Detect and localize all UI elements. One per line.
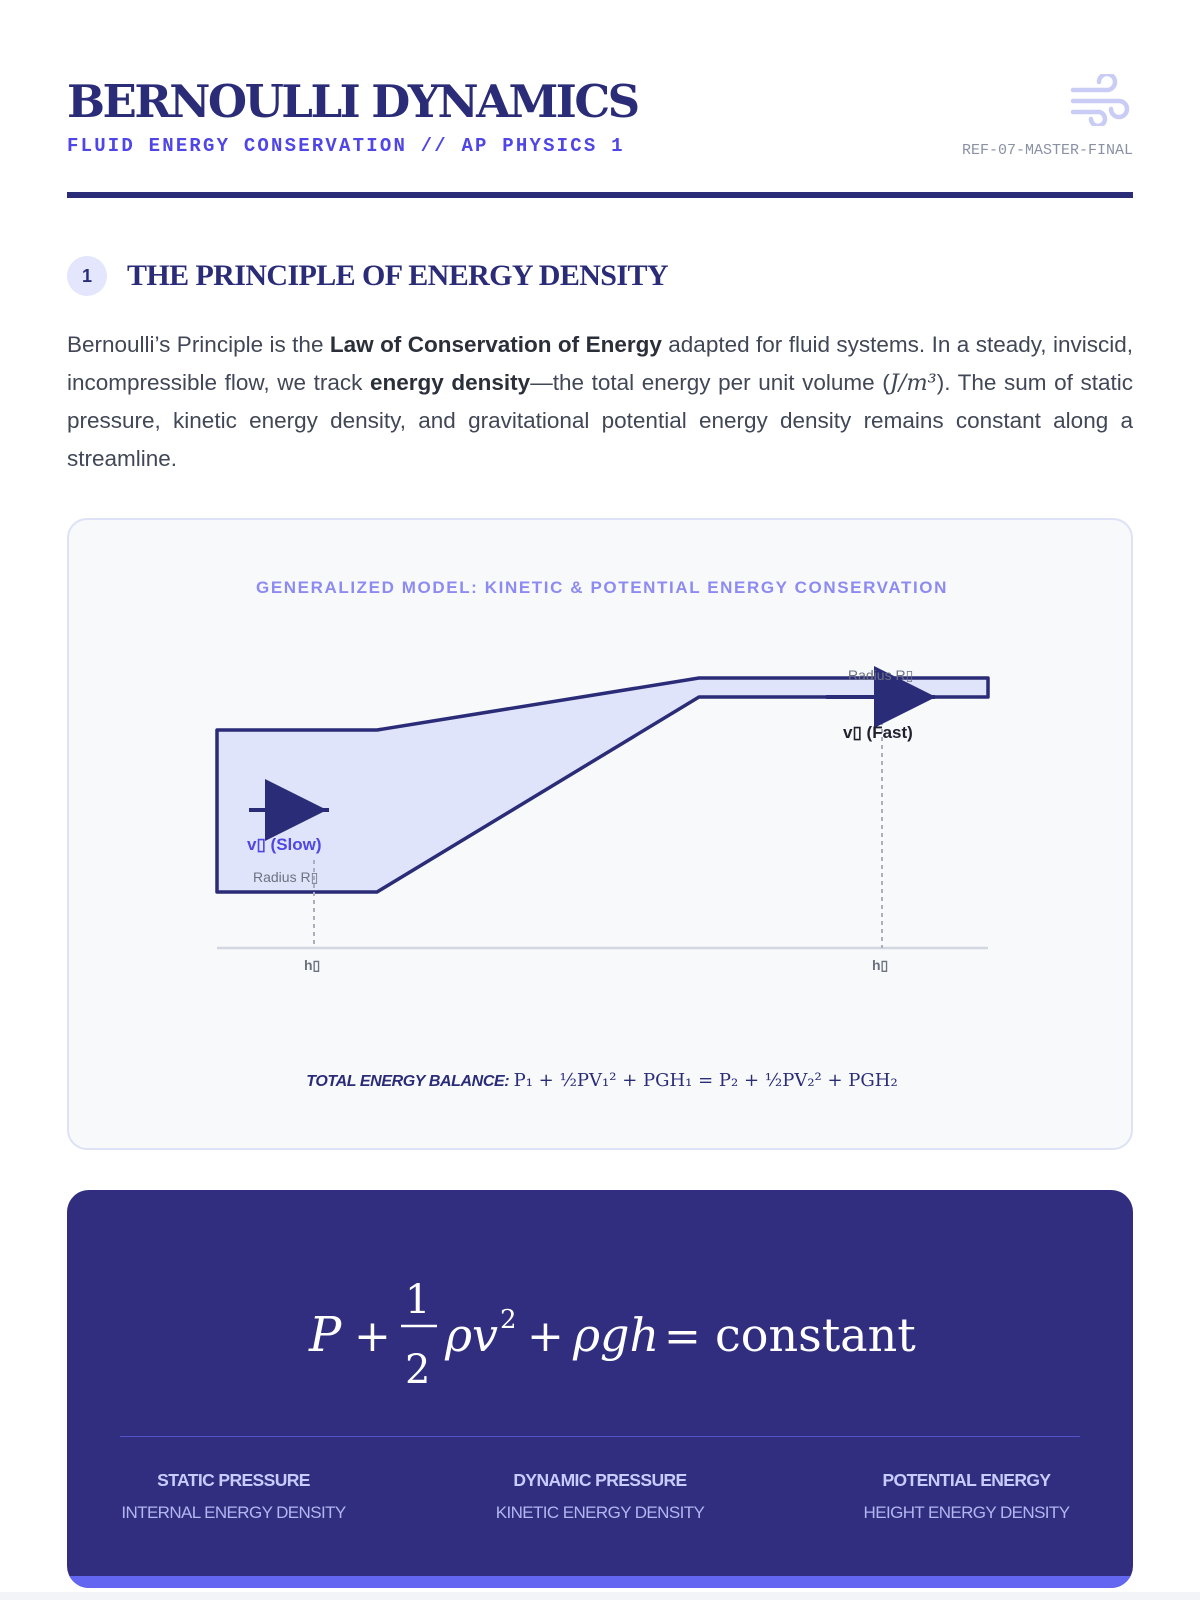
term-name: DYNAMIC PRESSURE bbox=[513, 1470, 687, 1490]
intro-bold-law: Law of Conservation of Energy bbox=[329, 332, 662, 357]
equation-terms bbox=[67, 1470, 1133, 1523]
document-header bbox=[67, 74, 1133, 200]
eq-fraction-numerator: 1 bbox=[405, 1277, 431, 1323]
eq-fraction-denominator: 2 bbox=[405, 1347, 431, 1393]
term-description: KINETIC ENERGY DENSITY bbox=[495, 1503, 705, 1522]
intro-bold-energy-density: energy density bbox=[370, 370, 531, 395]
document-reference: REF-07-MASTER-FINAL bbox=[961, 142, 1133, 159]
section-heading bbox=[67, 256, 668, 296]
intro-unit: J/m³ bbox=[889, 370, 937, 396]
model-diagram-card bbox=[67, 518, 1133, 1150]
eq-rho-v: ρv bbox=[445, 1308, 499, 1362]
intro-text-3: —the total energy per unit volume ( bbox=[530, 370, 890, 395]
term-potential-energy bbox=[800, 1470, 1133, 1523]
page-subtitle: FLUID ENERGY CONSERVATION // AP PHYSICS 1 bbox=[67, 135, 625, 157]
r2-label: Radius R▯ bbox=[848, 667, 914, 683]
intro-text-1: Bernoulli’s Principle is the bbox=[67, 332, 330, 357]
card-accent-bar bbox=[67, 1576, 1133, 1588]
energy-balance-equation: P₁ + ½PV₁² + PGH₁ = P₂ + ½PV₂² + PGH₂ bbox=[513, 1070, 898, 1091]
equation-divider bbox=[120, 1436, 1080, 1437]
intro-paragraph bbox=[67, 326, 1133, 478]
term-description: INTERNAL ENERGY DENSITY bbox=[121, 1503, 346, 1522]
h2-label: h▯ bbox=[872, 957, 889, 973]
section-title: THE PRINCIPLE OF ENERGY DENSITY bbox=[127, 259, 668, 292]
eq-squared: 2 bbox=[500, 1305, 517, 1335]
intro-text-4: ). The sum of static pressure, kinetic energy density, and gravitational potential energy density remains constant along a streamline. bbox=[67, 370, 1134, 471]
v1-label: v▯ (Slow) bbox=[247, 835, 322, 854]
header-divider bbox=[67, 192, 1133, 198]
h1-label: h▯ bbox=[304, 957, 321, 973]
eq-plus-1: + bbox=[354, 1311, 391, 1362]
eq-constant: constant bbox=[715, 1308, 916, 1362]
term-name: POTENTIAL ENERGY bbox=[882, 1470, 1051, 1490]
term-static-pressure bbox=[67, 1470, 400, 1523]
model-label: GENERALIZED MODEL: KINETIC & POTENTIAL ENERGY CONSERVATION bbox=[256, 578, 948, 597]
intro-text-2: adapted for fluid systems. In a steady, inviscid, incompressible flow, we track bbox=[67, 332, 1134, 395]
energy-balance-label: TOTAL ENERGY BALANCE: bbox=[306, 1073, 510, 1090]
term-dynamic-pressure bbox=[400, 1470, 800, 1523]
term-name: STATIC PRESSURE bbox=[157, 1470, 310, 1490]
eq-plus-2: + bbox=[527, 1311, 564, 1362]
eq-rho-g-h: ρgh bbox=[573, 1308, 660, 1362]
bernoulli-equation-card bbox=[67, 1190, 1133, 1588]
bernoulli-equation bbox=[67, 1190, 1133, 1430]
eq-pressure-symbol: P bbox=[309, 1307, 342, 1363]
pipe-body bbox=[217, 678, 988, 892]
pipe-diagram bbox=[69, 520, 1135, 1152]
r1-label: Radius R▯ bbox=[253, 869, 319, 885]
section-number-badge: 1 bbox=[67, 256, 107, 296]
wind-icon bbox=[1069, 74, 1133, 126]
energy-balance bbox=[69, 1070, 1135, 1091]
term-description: HEIGHT ENERGY DENSITY bbox=[863, 1503, 1070, 1522]
eq-equals: = bbox=[664, 1311, 701, 1362]
v2-label: v▯ (Fast) bbox=[843, 723, 913, 742]
page-title: BERNOULLI DYNAMICS bbox=[67, 75, 638, 128]
